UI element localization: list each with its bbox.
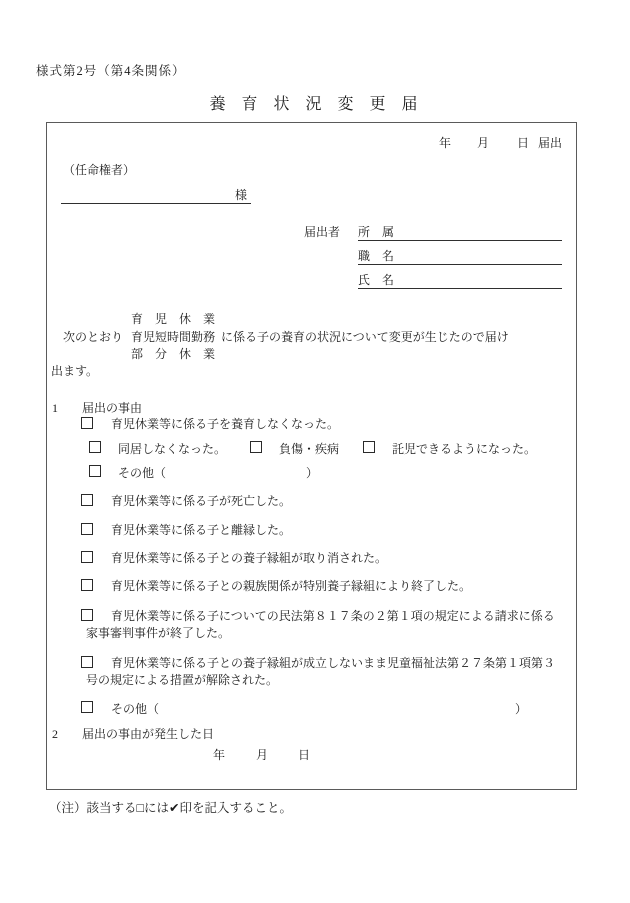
declaration-tail-continued: 出ます。 (51, 364, 99, 378)
department-field-row (358, 223, 562, 241)
option-childcare-leave: 育 児 休 業 (131, 312, 216, 326)
reason-text-line1: 育児休業等に係る子との養子縁組が成立しないまま児童福祉法第２７条第１項第３ (111, 656, 556, 670)
reason-item-no-longer-raising (81, 417, 339, 432)
checkbox-dissolution-adoption-icon[interactable] (81, 523, 93, 535)
name-label: 氏 名 (358, 273, 395, 287)
reason-text-line2: 家事審判事件が終了した。 (86, 626, 231, 640)
checkbox-civil-code-case-ended-icon[interactable] (81, 609, 93, 621)
reason-text: 育児休業等に係る子との養子縁組が取り消された。 (111, 551, 388, 565)
jobtitle-input-line[interactable] (394, 247, 562, 264)
section1-number: 1 (52, 401, 58, 415)
checkbox-welfare-measure-lifted-icon[interactable] (81, 656, 93, 668)
sub-other-input-blank[interactable] (166, 476, 306, 477)
occurrence-date-row (213, 748, 310, 763)
department-input-line[interactable] (394, 223, 562, 240)
checkbox-sub-other-icon[interactable] (89, 465, 101, 477)
other-close-paren: ） (515, 702, 528, 716)
reason-item-special-adoption-ended (81, 579, 471, 594)
declaration-tail: に係る子の養育の状況について変更が生じたので届け (221, 329, 509, 344)
checkbox-other-icon[interactable] (81, 701, 93, 713)
jobtitle-field-row (358, 247, 562, 265)
honorific-label: 様 (234, 188, 247, 202)
declaration-sentence (63, 311, 509, 364)
checkbox-injury-illness-icon[interactable] (250, 441, 262, 453)
month-label: 月 (256, 748, 269, 762)
section1-title: 届出の事由 (82, 401, 143, 415)
sub-other-close-paren: ） (306, 466, 319, 480)
sub-reason-text: 託児できるようになった。 (392, 442, 537, 456)
option-partial-leave: 部 分 休 業 (131, 347, 216, 361)
notifier-label: 届出者 (304, 225, 341, 239)
submission-date-row (439, 136, 562, 151)
sub-reason-row (89, 441, 560, 457)
notifier-fields (358, 223, 562, 295)
reason-text: 育児休業等に係る子との親族関係が特別養子縁組により終了した。 (111, 579, 472, 593)
appointer-name-field[interactable] (61, 181, 235, 203)
form-code: 様式第2号（第4条関係） (36, 64, 186, 78)
reason-item-adoption-rescinded (81, 551, 387, 566)
reason-item-civil-code-case-ended (81, 608, 555, 642)
page-title: 養 育 状 況 変 更 届 (209, 96, 421, 113)
section1-heading (52, 401, 142, 416)
sub-reason-other (89, 465, 318, 481)
section2-number: 2 (52, 727, 58, 741)
department-label: 所 属 (358, 225, 395, 239)
leave-type-options (131, 311, 215, 364)
checkbox-no-cohabitation-icon[interactable] (89, 441, 101, 453)
sub-reason-injury-illness (250, 441, 339, 457)
checkbox-no-longer-raising-icon[interactable] (81, 417, 93, 429)
appointer-name-line (61, 181, 251, 204)
submission-label: 届出 (537, 136, 562, 150)
day-label: 日 (298, 748, 311, 762)
name-field-row (358, 271, 562, 289)
sub-reason-daycare-available (363, 441, 536, 457)
reason-text: 育児休業等に係る子が死亡した。 (111, 494, 292, 508)
declaration-lead: 次のとおり (63, 329, 124, 344)
checkbox-daycare-available-icon[interactable] (363, 441, 375, 453)
reason-text: 育児休業等に係る子と離縁した。 (111, 523, 292, 537)
reason-item-other (81, 701, 527, 717)
section2-heading (52, 727, 214, 742)
month-label: 月 (476, 136, 489, 150)
name-input-line[interactable] (394, 271, 562, 288)
other-label: その他（ (111, 702, 160, 716)
year-label: 年 (438, 136, 451, 150)
appointer-label: （任命権者） (63, 163, 136, 177)
checkbox-adoption-rescinded-icon[interactable] (81, 551, 93, 563)
sub-reason-no-cohabitation (89, 441, 226, 457)
footnote: （注）該当する□には✔印を記入すること。 (49, 801, 293, 815)
reason-text-line2: 号の規定による措置が解除された。 (86, 673, 279, 687)
checkbox-special-adoption-ended-icon[interactable] (81, 579, 93, 591)
reason-text-line1: 育児休業等に係る子についての民法第８１７条の２第１項の規定による請求に係る (111, 609, 555, 623)
notifier-block (304, 223, 562, 295)
year-label: 年 (213, 748, 226, 762)
reason-item-dissolution-adoption (81, 523, 291, 538)
sub-reason-text: 負傷・疾病 (279, 442, 340, 456)
reason-item-welfare-measure-lifted (81, 655, 555, 689)
sub-reason-text: 同居しなくなった。 (118, 442, 227, 456)
day-label: 日 (516, 136, 529, 150)
section2-title: 届出の事由が発生した日 (82, 727, 215, 741)
jobtitle-label: 職 名 (358, 249, 395, 263)
checkbox-child-died-icon[interactable] (81, 494, 93, 506)
other-input-blank[interactable] (159, 712, 515, 713)
form-border-box (46, 122, 577, 790)
sub-other-label: その他（ (118, 466, 167, 480)
reason-text: 育児休業等に係る子を養育しなくなった。 (111, 417, 340, 431)
reason-item-child-died (81, 494, 291, 509)
option-shorttime-work: 育児短時間勤務 (131, 329, 216, 344)
